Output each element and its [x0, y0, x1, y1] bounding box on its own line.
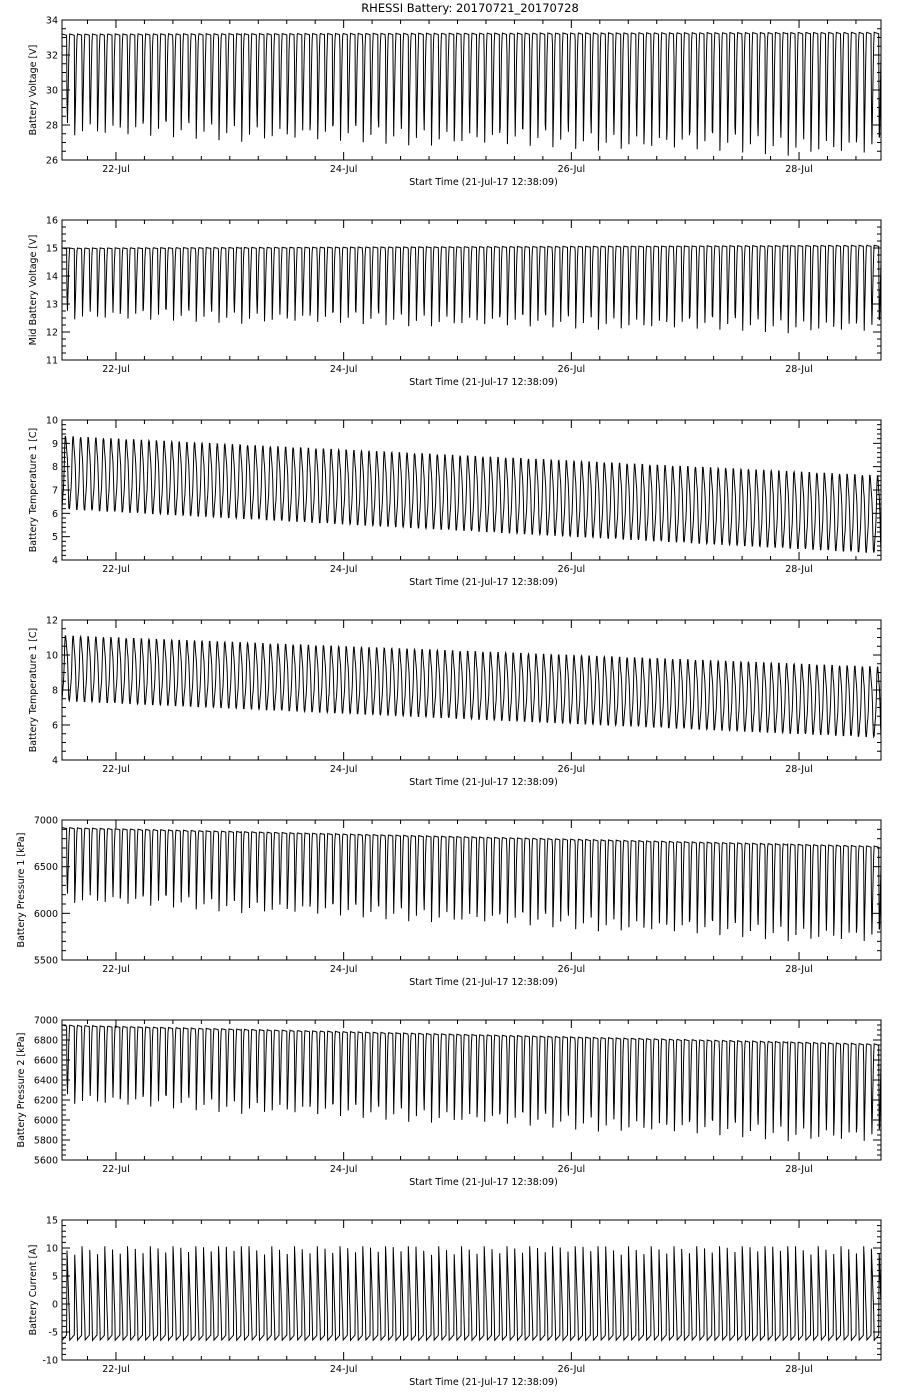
y-tick-label: 15 — [45, 1215, 58, 1227]
y-tick-label: 6 — [51, 720, 58, 732]
y-tick-label: 5500 — [33, 955, 58, 967]
y-tick-label: 8 — [51, 462, 58, 474]
y-tick-label: 10 — [45, 1243, 58, 1255]
x-tick-label: 26-Jul — [557, 564, 586, 575]
x-tick-label: 26-Jul — [557, 964, 586, 975]
y-tick-label: 7000 — [33, 1015, 58, 1027]
y-axis-label: Battery Pressure 1 [kPa] — [16, 832, 27, 948]
y-tick-label: 4 — [51, 755, 58, 767]
y-tick-label: 16 — [45, 215, 58, 227]
y-tick-label: 34 — [45, 15, 58, 27]
series-line — [62, 32, 881, 156]
x-axis-label: Start Time (21-Jul-17 12:38:09) — [409, 177, 558, 188]
y-tick-label: 4 — [51, 555, 58, 567]
y-tick-label: 6200 — [33, 1095, 58, 1107]
x-tick-label: 24-Jul — [329, 964, 358, 975]
x-tick-label: 22-Jul — [102, 564, 130, 575]
y-tick-label: 13 — [45, 299, 58, 311]
chart-panels — [16, 16, 881, 1389]
x-tick-label: 26-Jul — [557, 1364, 586, 1375]
y-tick-label: -5 — [48, 1327, 58, 1339]
series-line — [62, 636, 881, 737]
y-tick-label: 6 — [51, 508, 58, 520]
y-tick-label: 5600 — [33, 1155, 58, 1167]
y-tick-label: 6800 — [33, 1035, 58, 1047]
x-tick-label: 22-Jul — [102, 164, 130, 175]
y-tick-label: 26 — [45, 155, 58, 167]
y-tick-label: 12 — [45, 615, 58, 627]
series-line — [62, 1246, 881, 1340]
y-tick-label: 9 — [51, 438, 58, 450]
x-tick-label: 22-Jul — [102, 964, 130, 975]
x-tick-label: 24-Jul — [329, 1164, 358, 1175]
y-tick-label: 5800 — [33, 1135, 58, 1147]
x-tick-label: 22-Jul — [102, 364, 130, 375]
y-tick-label: 5 — [51, 532, 58, 544]
y-tick-label: 15 — [45, 243, 58, 255]
x-tick-label: 24-Jul — [329, 1364, 358, 1375]
x-tick-label: 28-Jul — [785, 964, 813, 975]
x-tick-label: 26-Jul — [557, 1164, 586, 1175]
y-tick-label: 7 — [51, 485, 58, 497]
x-tick-label: 28-Jul — [785, 164, 813, 175]
y-tick-label: 10 — [45, 650, 58, 662]
x-tick-label: 22-Jul — [102, 764, 130, 775]
x-tick-label: 28-Jul — [785, 1364, 813, 1375]
y-axis-label: Battery Temperature 1 [C] — [28, 627, 39, 753]
x-tick-label: 24-Jul — [329, 764, 358, 775]
x-tick-label: 24-Jul — [329, 564, 358, 575]
y-tick-label: -10 — [42, 1355, 58, 1367]
chart-panel-1 — [28, 16, 881, 189]
x-tick-label: 28-Jul — [785, 564, 813, 575]
series-line — [62, 245, 881, 333]
y-tick-label: 6400 — [33, 1075, 58, 1087]
x-axis-label: Start Time (21-Jul-17 12:38:09) — [409, 777, 558, 788]
y-tick-label: 0 — [51, 1299, 58, 1311]
y-tick-label: 6000 — [33, 1115, 58, 1127]
figure-title: RHESSI Battery: 20170721_20170728 — [361, 1, 579, 15]
x-tick-label: 22-Jul — [102, 1364, 130, 1375]
x-axis-label: Start Time (21-Jul-17 12:38:09) — [409, 377, 558, 388]
y-tick-label: 11 — [45, 355, 58, 367]
x-axis-label: Start Time (21-Jul-17 12:38:09) — [409, 577, 558, 588]
y-axis-label: Mid Battery Voltage [V] — [28, 234, 39, 346]
y-axis-label: Battery Pressure 2 [kPa] — [16, 1032, 27, 1148]
y-tick-label: 6600 — [33, 1055, 58, 1067]
series-line — [62, 828, 881, 942]
y-tick-label: 14 — [45, 271, 58, 283]
y-axis-label: Battery Voltage [V] — [28, 44, 39, 136]
x-tick-label: 26-Jul — [557, 364, 586, 375]
y-tick-label: 6500 — [33, 862, 58, 874]
x-tick-label: 24-Jul — [329, 164, 358, 175]
chart-panel-5 — [16, 816, 881, 989]
x-axis-label: Start Time (21-Jul-17 12:38:09) — [409, 1377, 558, 1388]
y-tick-label: 10 — [45, 415, 58, 427]
chart-panel-6 — [16, 1016, 881, 1189]
chart-panel-3 — [28, 416, 881, 589]
x-tick-label: 22-Jul — [102, 1164, 130, 1175]
y-tick-label: 7000 — [33, 815, 58, 827]
x-tick-label: 26-Jul — [557, 164, 586, 175]
y-tick-label: 28 — [45, 120, 58, 132]
y-tick-label: 5 — [51, 1271, 58, 1283]
x-axis-label: Start Time (21-Jul-17 12:38:09) — [409, 977, 558, 988]
chart-panel-4 — [28, 616, 881, 789]
x-tick-label: 28-Jul — [785, 1164, 813, 1175]
x-axis-label: Start Time (21-Jul-17 12:38:09) — [409, 1177, 558, 1188]
chart-panel-7 — [28, 1216, 881, 1389]
plot-frame — [62, 220, 881, 360]
series-line — [62, 1025, 881, 1141]
y-tick-label: 8 — [51, 685, 58, 697]
y-axis-label: Battery Current [A] — [28, 1244, 39, 1336]
y-tick-label: 12 — [45, 327, 58, 339]
y-tick-label: 32 — [45, 50, 58, 62]
y-tick-label: 6000 — [33, 908, 58, 920]
x-tick-label: 28-Jul — [785, 364, 813, 375]
y-axis-label: Battery Temperature 1 [C] — [28, 427, 39, 553]
x-tick-label: 26-Jul — [557, 764, 586, 775]
x-tick-label: 28-Jul — [785, 764, 813, 775]
series-line — [62, 437, 881, 554]
x-tick-label: 24-Jul — [329, 364, 358, 375]
y-tick-label: 30 — [45, 85, 58, 97]
chart-panel-2 — [28, 216, 881, 389]
